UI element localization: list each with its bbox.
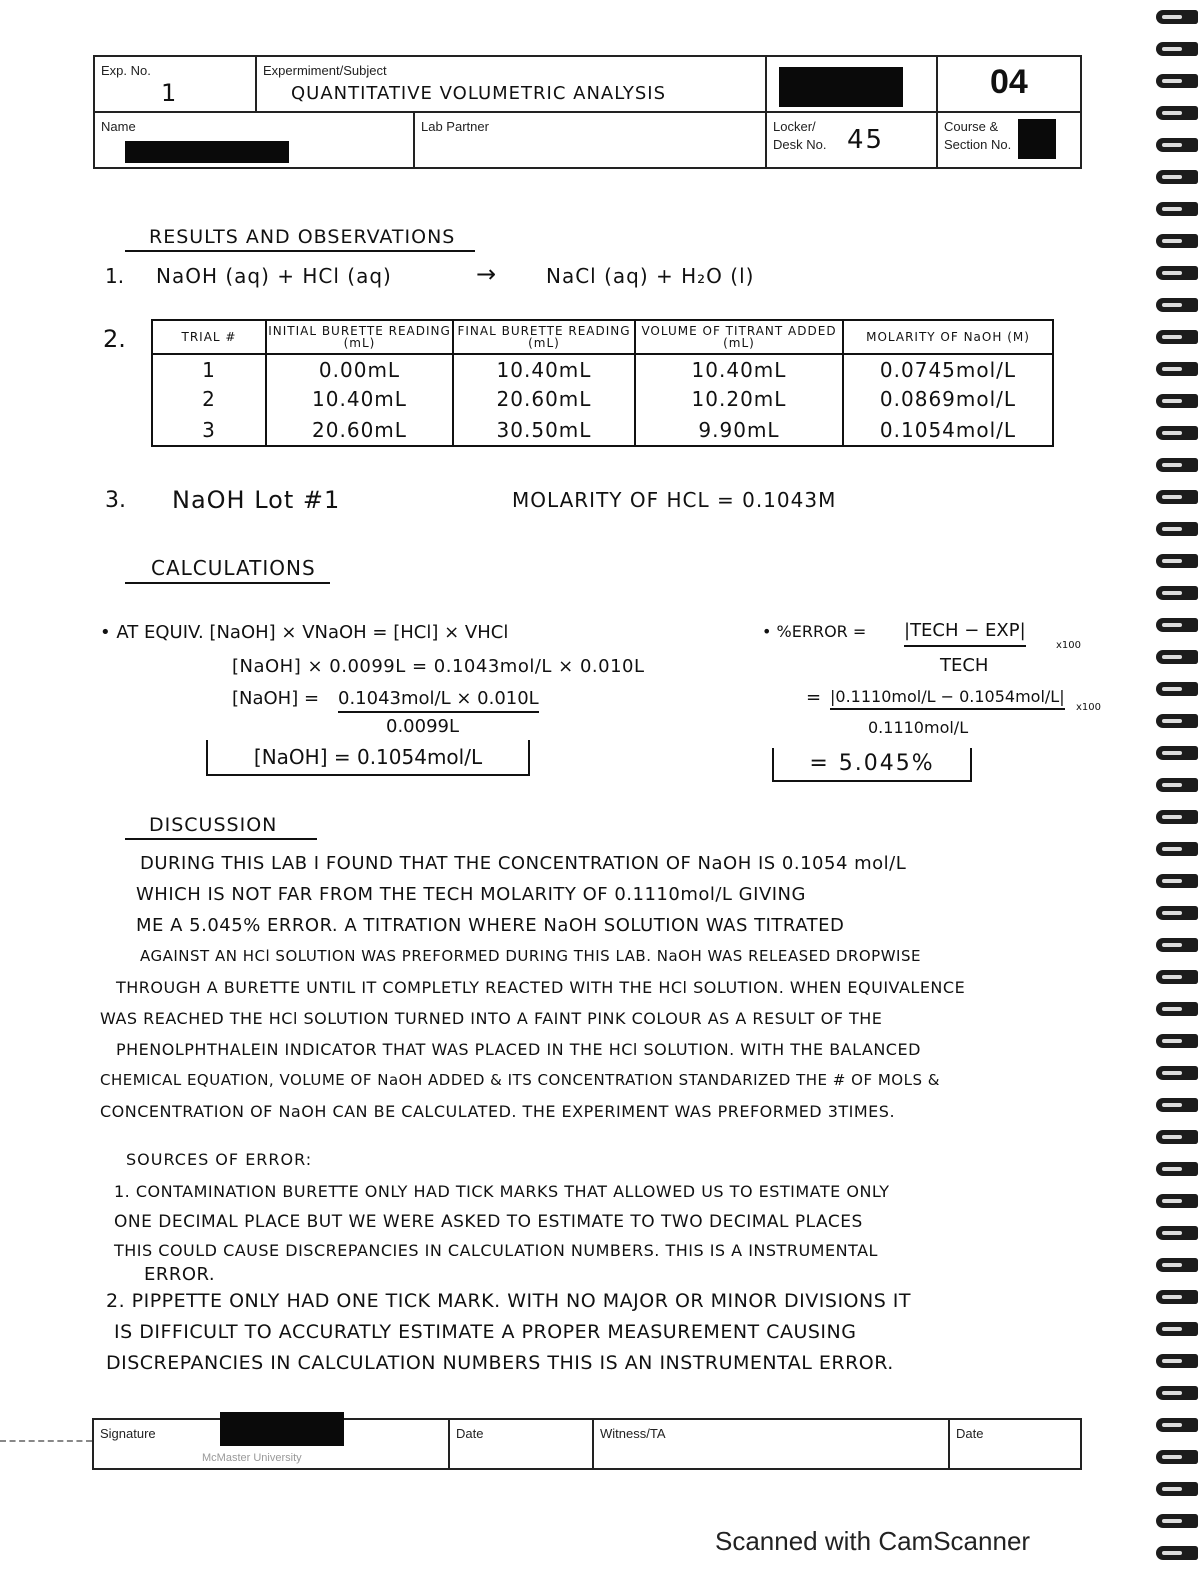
spiral-coil <box>1156 42 1198 56</box>
spiral-coil <box>1156 1066 1198 1080</box>
spiral-coil <box>1156 106 1198 120</box>
spiral-coil <box>1156 1546 1198 1560</box>
spiral-coil <box>1156 714 1198 728</box>
spiral-coil <box>1156 490 1198 504</box>
discussion-line: THROUGH A BURETTE UNTIL IT COMPLETLY REACTED WITH THE HCl SOLUTION. WHEN EQUIVALENCE <box>116 978 966 997</box>
naoh-result-box: [NaOH] = 0.1054mol/L <box>206 740 530 776</box>
results-heading: RESULTS AND OBSERVATIONS <box>125 226 475 252</box>
camscanner-watermark: Scanned with CamScanner <box>715 1526 1031 1556</box>
calc-line-3-denominator: 0.0099L <box>386 716 460 737</box>
table-header: VOLUME OF TITRANT ADDED (mL) <box>635 320 843 354</box>
table-cell: 20.60mL <box>266 414 453 446</box>
item2-number: 2. <box>103 325 126 353</box>
redaction-block <box>779 67 903 107</box>
table-cell: 0.1054mol/L <box>843 414 1053 446</box>
course-label-2: Section No. <box>944 137 1012 152</box>
partner-cell <box>415 113 767 167</box>
table-cell: 1 <box>152 354 266 384</box>
subject-label: Expermiment/Subject <box>263 63 387 78</box>
equation-arrow: → <box>476 260 497 288</box>
spiral-coil <box>1156 1354 1198 1368</box>
discussion-line: AGAINST AN HCl SOLUTION WAS PREFORMED DURING THIS LAB. NaOH WAS RELEASED DROPWISE <box>140 947 921 965</box>
spiral-coil <box>1156 234 1198 248</box>
discussion-line: CONCENTRATION OF NaOH CAN BE CALCULATED. THE EXPERIMENT WAS PREFORMED 3TIMES. <box>100 1102 896 1121</box>
spiral-coil <box>1156 1258 1198 1272</box>
spiral-coil <box>1156 1450 1198 1464</box>
table-cell: 10.40mL <box>453 354 635 384</box>
discussion-heading: DISCUSSION <box>125 814 317 840</box>
spiral-coil <box>1156 682 1198 696</box>
spiral-coil <box>1156 298 1198 312</box>
spiral-coil <box>1156 1098 1198 1112</box>
spiral-coil <box>1156 1290 1198 1304</box>
course-cell <box>938 113 1080 167</box>
table-header: INITIAL BURETTE READING (mL) <box>266 320 453 354</box>
spiral-coil <box>1156 618 1198 632</box>
date-cell <box>450 1420 594 1468</box>
source-line: THIS COULD CAUSE DISCREPANCIES IN CALCULATION NUMBERS. THIS IS A INSTRUMENTAL <box>114 1241 878 1260</box>
spiral-binding <box>1152 0 1200 1577</box>
date2-label: Date <box>956 1426 984 1441</box>
table-row <box>152 354 1053 384</box>
spiral-coil <box>1156 746 1198 760</box>
exp-no-label: Exp. No. <box>101 63 151 78</box>
page-number: 04 <box>990 63 1028 101</box>
spiral-coil <box>1156 138 1198 152</box>
spiral-coil <box>1156 1418 1198 1432</box>
source-line: IS DIFFICULT TO ACCURATLY ESTIMATE A PROPER MEASUREMENT CAUSING <box>114 1321 857 1343</box>
spiral-coil <box>1156 1162 1198 1176</box>
source-line: 2. PIPPETTE ONLY HAD ONE TICK MARK. WITH NO MAJOR OR MINOR DIVISIONS IT <box>106 1290 912 1312</box>
redacted-cell <box>767 57 938 113</box>
table-cell: 10.20mL <box>635 384 843 414</box>
course-label-1: Course & <box>944 119 999 134</box>
discussion-line: ME A 5.045% ERROR. A TITRATION WHERE NaOH SOLUTION WAS TITRATED <box>136 915 845 936</box>
spiral-coil <box>1156 426 1198 440</box>
spiral-coil <box>1156 906 1198 920</box>
table-cell: 10.40mL <box>266 384 453 414</box>
date2-cell <box>950 1420 1080 1468</box>
spiral-coil <box>1156 1194 1198 1208</box>
spiral-coil <box>1156 394 1198 408</box>
table-header: MOLARITY OF NaOH (M) <box>843 320 1053 354</box>
redaction-block <box>220 1412 344 1446</box>
spiral-coil <box>1156 842 1198 856</box>
table-row <box>152 414 1053 446</box>
locker-label-2: Desk No. <box>773 137 827 152</box>
page-number-cell <box>938 57 1080 113</box>
name-label: Name <box>101 119 136 134</box>
table-cell: 30.50mL <box>453 414 635 446</box>
item1-number: 1. <box>105 264 125 288</box>
name-cell <box>95 113 415 167</box>
table-cell: 0.0745mol/L <box>843 354 1053 384</box>
spiral-coil <box>1156 554 1198 568</box>
spiral-coil <box>1156 810 1198 824</box>
locker-label-1: Locker/ <box>773 119 816 134</box>
source-line: 1. CONTAMINATION BURETTE ONLY HAD TICK MARKS THAT ALLOWED US TO ESTIMATE ONLY <box>114 1182 890 1201</box>
error-label: • %ERROR = <box>762 622 867 641</box>
signature-cell <box>94 1420 450 1468</box>
witness-cell <box>594 1420 950 1468</box>
spiral-coil <box>1156 650 1198 664</box>
spiral-coil <box>1156 1322 1198 1336</box>
table-cell: 3 <box>152 414 266 446</box>
table-cell: 10.40mL <box>635 354 843 384</box>
locker-cell <box>767 113 938 167</box>
calculations-heading: CALCULATIONS <box>125 556 330 584</box>
signature-label: Signature <box>100 1426 156 1441</box>
table-cell: 0.0869mol/L <box>843 384 1053 414</box>
spiral-coil <box>1156 458 1198 472</box>
source-line: ONE DECIMAL PLACE BUT WE WERE ASKED TO ESTIMATE TO TWO DECIMAL PLACES <box>114 1212 863 1232</box>
error-equals: = <box>806 687 822 708</box>
partner-label: Lab Partner <box>421 119 489 134</box>
spiral-coil <box>1156 330 1198 344</box>
spiral-coil <box>1156 938 1198 952</box>
source-line: ERROR. <box>144 1264 216 1285</box>
equation-products: NaCl (aq) + H₂O (l) <box>546 264 755 288</box>
table-row <box>152 384 1053 414</box>
error-denominator-value: 0.1110mol/L <box>868 718 969 737</box>
calc-line-2: [NaOH] × 0.0099L = 0.1043mol/L × 0.010L <box>232 656 645 677</box>
discussion-line: WAS REACHED THE HCl SOLUTION TURNED INTO A FAINT PINK COLOUR AS A RESULT OF THE <box>100 1009 883 1028</box>
table-cell: 9.90mL <box>635 414 843 446</box>
table-header: TRIAL # <box>152 320 266 354</box>
subject-cell <box>257 57 767 113</box>
error-times: x100 <box>1056 640 1082 651</box>
sources-body <box>100 1176 1100 1379</box>
spiral-coil <box>1156 10 1198 24</box>
lab-header <box>93 55 1082 169</box>
table-cell: 0.00mL <box>266 354 453 384</box>
spiral-coil <box>1156 1386 1198 1400</box>
dashed-rule <box>0 1440 92 1442</box>
hcl-molarity: MOLARITY OF HCL = 0.1043M <box>512 488 837 512</box>
spiral-coil <box>1156 1514 1198 1528</box>
locker-value: 45 <box>847 125 885 155</box>
item3-number: 3. <box>105 488 126 513</box>
redaction-block <box>1018 119 1056 159</box>
signature-footer <box>92 1418 1082 1470</box>
calc-line-1: • AT EQUIV. [NaOH] × VNaOH = [HCl] × VHCl <box>100 622 509 643</box>
spiral-coil <box>1156 970 1198 984</box>
table-header-row <box>152 320 1053 354</box>
titration-table <box>151 319 1054 447</box>
spiral-coil <box>1156 74 1198 88</box>
spiral-coil <box>1156 1002 1198 1016</box>
discussion-line: WHICH IS NOT FAR FROM THE TECH MOLARITY OF 0.1110mol/L GIVING <box>136 884 806 905</box>
spiral-coil <box>1156 522 1198 536</box>
equation-reactants: NaOH (aq) + HCl (aq) <box>156 264 392 288</box>
spiral-coil <box>1156 1034 1198 1048</box>
table-cell: 2 <box>152 384 266 414</box>
error-numerator-values: |0.1110mol/L − 0.1054mol/L| <box>830 687 1065 710</box>
spiral-coil <box>1156 170 1198 184</box>
discussion-body <box>100 848 1100 1127</box>
spiral-coil <box>1156 202 1198 216</box>
percent-error-result: = 5.045% <box>772 748 972 782</box>
sources-heading: SOURCES OF ERROR: <box>126 1150 313 1169</box>
table-cell: 20.60mL <box>453 384 635 414</box>
spiral-coil <box>1156 1482 1198 1496</box>
exp-no-value: 1 <box>161 79 177 107</box>
spiral-coil <box>1156 266 1198 280</box>
error-times-2: x100 <box>1076 702 1102 713</box>
spiral-coil <box>1156 362 1198 376</box>
exp-no-cell <box>95 57 257 113</box>
discussion-line: DURING THIS LAB I FOUND THAT THE CONCENTRATION OF NaOH IS 0.1054 mol/L <box>140 853 907 874</box>
discussion-line: CHEMICAL EQUATION, VOLUME OF NaOH ADDED & ITS CONCENTRATION STANDARIZED THE # OF MOLS & <box>100 1071 940 1089</box>
date-label: Date <box>456 1426 484 1441</box>
table-header: FINAL BURETTE READING (mL) <box>453 320 635 354</box>
source-line: DISCREPANCIES IN CALCULATION NUMBERS THIS IS AN INSTRUMENTAL ERROR. <box>106 1352 894 1374</box>
spiral-coil <box>1156 1226 1198 1240</box>
stamp-text: McMaster University <box>202 1452 302 1464</box>
calc-line-3-lhs: [NaOH] = <box>232 688 320 709</box>
subject-value: QUANTITATIVE VOLUMETRIC ANALYSIS <box>291 83 667 104</box>
error-numerator: |TECH − EXP| <box>904 620 1026 647</box>
naoh-lot: NaOH Lot #1 <box>172 486 341 514</box>
calc-line-3-numerator: 0.1043mol/L × 0.010L <box>338 688 539 713</box>
spiral-coil <box>1156 586 1198 600</box>
error-denominator: TECH <box>940 655 989 676</box>
spiral-coil <box>1156 874 1198 888</box>
discussion-line: PHENOLPHTHALEIN INDICATOR THAT WAS PLACED IN THE HCl SOLUTION. WITH THE BALANCED <box>116 1040 921 1059</box>
spiral-coil <box>1156 1130 1198 1144</box>
spiral-coil <box>1156 778 1198 792</box>
redaction-block <box>125 141 289 163</box>
witness-label: Witness/TA <box>600 1426 666 1441</box>
